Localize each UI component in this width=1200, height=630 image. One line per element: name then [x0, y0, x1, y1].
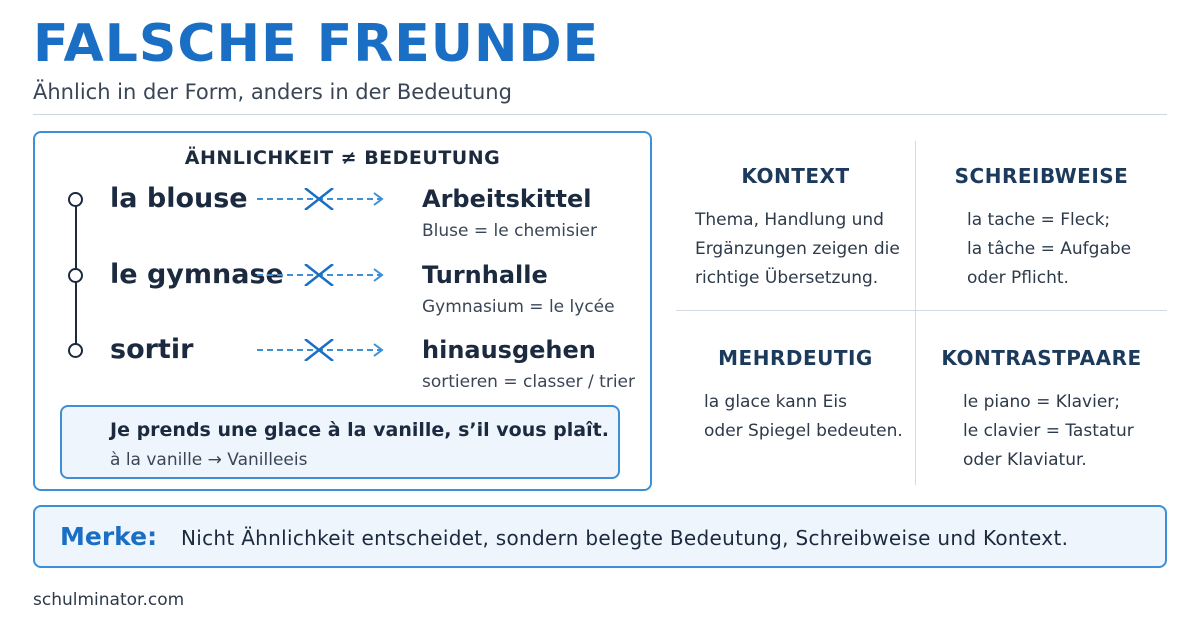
card-text [676, 206, 915, 293]
word-pair [35, 333, 654, 403]
card-title: SCHREIBWEISE [954, 164, 1129, 188]
footer-source: schulminator.com [33, 590, 185, 610]
card-text [916, 206, 1167, 293]
dashed-arrow-icon [257, 264, 387, 286]
dashed-arrow-icon [257, 188, 387, 210]
french-word: sortir [110, 334, 194, 365]
card-text [916, 388, 1167, 475]
card-title: KONTRASTPAARE [941, 346, 1142, 370]
page-title: FALSCHE FREUNDE [33, 14, 600, 74]
page-subtitle: Ähnlich in der Form, anders in der Bedeutung [33, 80, 512, 104]
merke-label: Merke: [60, 522, 158, 551]
card-line: la glace kann Eis [704, 392, 847, 412]
card-line: la tâche = Aufgabe [967, 239, 1132, 259]
meaning-note: Gymnasium = le lycée [422, 297, 615, 317]
card-kontrastpaare [916, 346, 1167, 475]
german-meaning: Arbeitskittel [422, 185, 592, 213]
german-meaning: Turnhalle [422, 261, 548, 289]
french-word: la blouse [110, 183, 248, 214]
merke-box [33, 505, 1167, 568]
card-title: MEHRDEUTIG [718, 346, 873, 370]
example-translation: à la vanille → Vanilleeis [110, 450, 308, 470]
meaning-note: Bluse = le chemisier [422, 221, 598, 241]
card-line: richtige Übersetzung. [695, 268, 879, 288]
grid-divider-horizontal [676, 310, 1167, 311]
divider [33, 114, 1167, 115]
meaning-note: sortieren = classer / trier [422, 372, 636, 392]
card-text [676, 388, 915, 446]
card-line: le piano = Klavier; [963, 392, 1120, 412]
card-line: oder Klaviatur. [963, 450, 1087, 470]
example-box [60, 405, 620, 479]
word-pair [35, 182, 654, 252]
german-meaning: hinausgehen [422, 336, 596, 364]
card-line: Thema, Handlung und [695, 210, 884, 230]
card-line: Ergänzungen zeigen die [695, 239, 900, 259]
card-line: oder Spiegel bedeuten. [704, 421, 903, 441]
card-line: la tache = Fleck; [967, 210, 1111, 230]
french-word: le gymnase [110, 259, 284, 290]
false-friends-panel [33, 131, 652, 491]
card-mehrdeutig [676, 346, 915, 446]
card-schreibweise [916, 164, 1167, 293]
card-kontext [676, 164, 915, 293]
dashed-arrow-icon [257, 339, 387, 361]
example-sentence: Je prends une glace à la vanille, s’il vous plaît. [110, 419, 609, 441]
card-title: KONTEXT [741, 164, 850, 188]
panel-heading: ÄHNLICHKEIT ≠ BEDEUTUNG [184, 147, 501, 169]
word-pair [35, 258, 654, 328]
card-line: le clavier = Tastatur [963, 421, 1134, 441]
card-line: oder Pflicht. [967, 268, 1069, 288]
merke-text: Nicht Ähnlichkeit entscheidet, sondern belegte Bedeutung, Schreibweise und Kontext. [181, 526, 1069, 550]
